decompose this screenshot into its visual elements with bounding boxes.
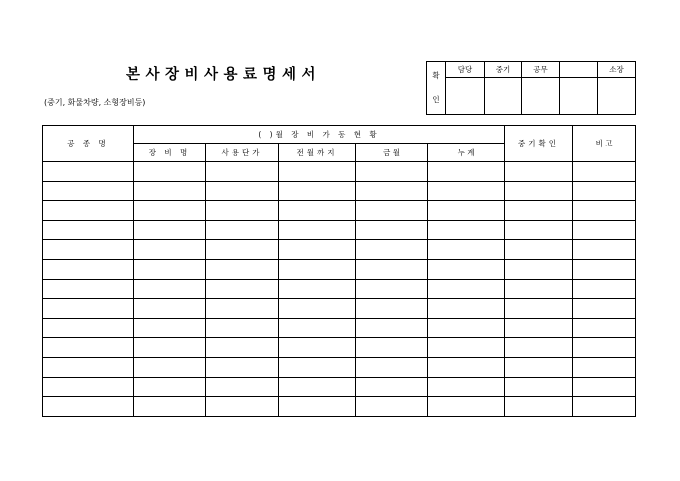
table-cell[interactable] [428,259,505,279]
table-cell[interactable] [279,338,356,358]
table-cell[interactable] [43,318,134,338]
sign-cell-engineering[interactable] [522,78,560,115]
table-row [43,338,636,358]
table-cell[interactable] [428,240,505,260]
table-cell[interactable] [356,259,428,279]
table-cell[interactable] [43,240,134,260]
approval-header-manager: 담당 [446,62,485,78]
table-cell[interactable] [356,240,428,260]
table-cell[interactable] [134,397,206,417]
table-cell[interactable] [43,201,134,221]
table-cell[interactable] [206,338,279,358]
table-row [43,299,636,319]
table-cell[interactable] [43,220,134,240]
table-cell[interactable] [356,279,428,299]
table-cell[interactable] [505,201,573,221]
table-cell[interactable] [43,181,134,201]
table-cell[interactable] [573,279,636,299]
approval-side-bottom: 인 [432,95,440,104]
table-cell[interactable] [356,220,428,240]
table-cell[interactable] [573,377,636,397]
table-cell[interactable] [206,357,279,377]
table-cell[interactable] [279,377,356,397]
header-monthly-operation: ( )월 장 비 가 동 현 황 [134,126,505,144]
table-cell[interactable] [505,357,573,377]
table-cell[interactable] [279,279,356,299]
table-cell[interactable] [206,259,279,279]
table-row [43,279,636,299]
table-cell[interactable] [206,162,279,182]
header-this-month: 금 월 [356,144,428,162]
table-cell[interactable] [428,201,505,221]
table-cell[interactable] [356,397,428,417]
table-cell[interactable] [573,299,636,319]
table-row [43,259,636,279]
table-cell[interactable] [428,162,505,182]
table-cell[interactable] [279,240,356,260]
table-cell[interactable] [43,377,134,397]
table-cell[interactable] [356,318,428,338]
table-cell[interactable] [573,338,636,358]
table-cell[interactable] [505,220,573,240]
table-row [43,220,636,240]
table-cell[interactable] [573,259,636,279]
table-cell[interactable] [134,299,206,319]
header-equipment-name: 장 비 명 [134,144,206,162]
table-cell[interactable] [43,299,134,319]
table-cell[interactable] [206,240,279,260]
table-cell[interactable] [206,377,279,397]
header-unit-price: 사용단가 [206,144,279,162]
table-cell[interactable] [505,162,573,182]
table-cell[interactable] [573,162,636,182]
table-cell[interactable] [428,318,505,338]
table-row [43,201,636,221]
table-cell[interactable] [505,279,573,299]
table-cell[interactable] [428,181,505,201]
approval-header-director: 소장 [598,62,636,78]
table-cell[interactable] [279,162,356,182]
table-cell[interactable] [356,181,428,201]
table-cell[interactable] [134,338,206,358]
table-cell[interactable] [505,259,573,279]
sign-cell-equipment[interactable] [485,78,522,115]
table-cell[interactable] [134,220,206,240]
sign-cell-blank[interactable] [560,78,598,115]
table-cell[interactable] [134,201,206,221]
table-row [43,318,636,338]
table-cell[interactable] [206,181,279,201]
table-cell[interactable] [206,279,279,299]
table-cell[interactable] [134,318,206,338]
table-cell[interactable] [356,162,428,182]
table-cell[interactable] [43,397,134,417]
table-cell[interactable] [43,357,134,377]
table-cell[interactable] [279,357,356,377]
table-cell[interactable] [206,299,279,319]
approval-header-blank [560,62,598,78]
table-row [43,377,636,397]
approval-header-equipment: 중기 [485,62,522,78]
header-remarks: 비 고 [573,126,636,162]
table-cell[interactable] [428,279,505,299]
table-row [43,357,636,377]
table-cell[interactable] [279,299,356,319]
table-cell[interactable] [573,397,636,417]
table-cell[interactable] [43,279,134,299]
approval-box [426,61,636,115]
header-prev-month: 전월까지 [279,144,356,162]
sign-cell-director[interactable] [598,78,636,115]
table-cell[interactable] [356,338,428,358]
approval-side-label [427,62,446,115]
table-row [43,162,636,182]
table-cell[interactable] [428,299,505,319]
table-cell[interactable] [134,240,206,260]
table-cell[interactable] [279,259,356,279]
table-cell[interactable] [279,201,356,221]
table-cell[interactable] [356,201,428,221]
table-cell[interactable] [134,259,206,279]
table-cell[interactable] [428,377,505,397]
table-cell[interactable] [206,201,279,221]
table-cell[interactable] [505,338,573,358]
table-cell[interactable] [505,397,573,417]
table-cell[interactable] [206,397,279,417]
sign-cell-manager[interactable] [446,78,485,115]
table-cell[interactable] [43,338,134,358]
table-cell[interactable] [428,397,505,417]
table-cell[interactable] [134,357,206,377]
table-cell[interactable] [134,181,206,201]
table-cell[interactable] [279,181,356,201]
document-title: 본사장비사용료명세서 [126,67,322,83]
table-cell[interactable] [428,338,505,358]
table-cell[interactable] [505,377,573,397]
table-cell[interactable] [279,397,356,417]
table-cell[interactable] [505,299,573,319]
table-cell[interactable] [43,162,134,182]
table-row [43,397,636,417]
header-equipment-confirm: 중기확인 [505,126,573,162]
table-cell[interactable] [279,318,356,338]
table-cell[interactable] [505,318,573,338]
table-cell[interactable] [134,377,206,397]
table-cell[interactable] [428,220,505,240]
approval-side-top: 확 [432,70,440,80]
table-cell[interactable] [505,240,573,260]
document-subtitle: (중기, 화물차량, 소형장비등) [44,98,146,107]
table-cell[interactable] [505,181,573,201]
table-cell[interactable] [573,357,636,377]
usage-table [42,125,636,417]
approval-header-engineering: 공무 [522,62,560,78]
table-row [43,240,636,260]
table-cell[interactable] [573,181,636,201]
table-cell[interactable] [428,357,505,377]
table-cell[interactable] [573,220,636,240]
table-cell[interactable] [573,318,636,338]
table-cell[interactable] [43,259,134,279]
table-cell[interactable] [356,299,428,319]
table-cell[interactable] [134,162,206,182]
table-cell[interactable] [206,220,279,240]
table-cell[interactable] [279,220,356,240]
table-cell[interactable] [356,357,428,377]
table-cell[interactable] [573,240,636,260]
header-cumulative: 누 계 [428,144,505,162]
table-row [43,181,636,201]
table-cell[interactable] [573,201,636,221]
table-cell[interactable] [356,377,428,397]
table-cell[interactable] [134,279,206,299]
table-cell[interactable] [206,318,279,338]
header-project: 공 종 명 [43,126,134,162]
